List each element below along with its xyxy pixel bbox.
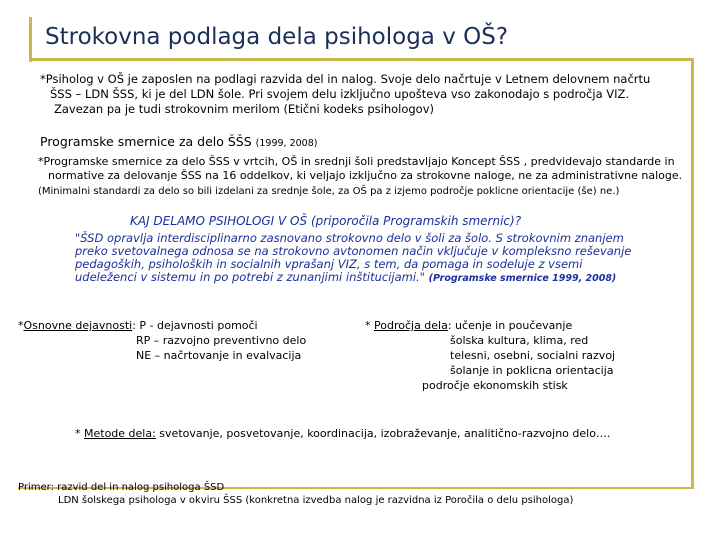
example-line-2-note: (konkretna izvedba nalog je razvidna iz Poročila o delu psihologa) [245, 495, 574, 506]
intro-line-2: ŠSS – LDN ŠSS, ki je del LDN šole. Pri svojem delu izključno upošteva vso zakonodajo s področja VIZ. [50, 87, 630, 101]
basic-activities [18, 318, 306, 363]
example-line-2 [18, 494, 573, 507]
work-areas-prefix: * [365, 319, 374, 332]
work-methods-label: Metode dela: [84, 427, 156, 440]
guidelines-heading [40, 134, 317, 149]
guidelines-heading-years: (1999, 2008) [255, 138, 318, 149]
work-areas-first-line [365, 318, 615, 333]
work-areas-first: : učenje in poučevanje [447, 319, 573, 332]
what-we-do-quote [75, 232, 640, 285]
minimal-standards-note: (Minimalni standardi za delo so bili izdelani za srednje šole, za OŠ pa z izjemo področje poklicne orientacije (še) ne.) [38, 186, 620, 197]
intro-line-3: Zavezan pa je tudi strokovnim merilom (Etični kodeks psihologov) [54, 102, 434, 116]
quote-reference: (Programske smernice 1999, 2008) [428, 273, 617, 284]
guidelines-line-2: normative za delovanje ŠSS na 16 oddelkov, ki veljajo izključno za strokovne naloge, ne za administrativne naloge. [48, 169, 683, 182]
basic-activities-first-line [18, 318, 306, 333]
frame-top-rule [29, 58, 694, 61]
basic-activities-first: : P - dejavnosti pomoči [132, 319, 258, 332]
example-line-2-main: LDN šolskega psihologa v okviru ŠSS [58, 495, 246, 506]
frame-right-line [691, 58, 694, 488]
guidelines-line-1: *Programske smernice za delo ŠSS v vrtcih, OŠ in srednji šoli predstavljajo Koncept ŠSS , predvidevajo standarde in [38, 155, 675, 168]
guidelines-paragraph [38, 155, 682, 183]
intro-paragraph [40, 72, 650, 117]
work-areas [365, 318, 615, 393]
basic-activities-label: Osnovne dejavnosti [23, 319, 133, 332]
basic-activities-item: NE – načrtovanje in evalvacija [136, 349, 302, 362]
work-areas-item: šolanje in poklicna orientacija [450, 364, 614, 377]
what-we-do-heading: KAJ DELAMO PSIHOLOGI V OŠ (priporočila Programskih smernic)? [130, 214, 522, 228]
frame-left-line [29, 17, 32, 62]
work-areas-label: Področja dela [374, 319, 448, 332]
work-areas-item: telesni, osebni, socialni razvoj [450, 349, 616, 362]
example-line-1: Primer: razvid del in nalog psihologa ŠSD [18, 482, 225, 493]
page-title: Strokovna podlaga dela psihologa v OŠ? [45, 24, 509, 50]
work-methods-text: svetovanje, posvetovanje, koordinacija, izobraževanje, analitično-razvojno delo…. [155, 427, 611, 440]
work-methods-prefix: * [75, 427, 84, 440]
guidelines-heading-text: Programske smernice za delo ŠŠS [40, 134, 252, 149]
work-areas-item: področje ekonomskih stisk [422, 379, 568, 392]
work-methods [75, 427, 610, 440]
intro-line-1: *Psiholog v OŠ je zaposlen na podlagi razvida del in nalog. Svoje delo načrtuje v Letnem delovnem načrtu [40, 72, 651, 86]
work-areas-item: šolska kultura, klima, red [450, 334, 589, 347]
basic-activities-prefix: * [18, 319, 24, 332]
quote-text: "ŠSD opravlja interdisciplinarno zasnovano strokovno delo v šoli za šolo. S strokovnim znanjem preko svetovalnega odnosa se na strokovno avtonomen način vključuje v kompleksno reševanje pedagoških, psiholoških in socialnih vprašanj VIZ, s tem, da pomaga in sodeluje z vsemi udeleženci v sistemu in po potrebi z zunanjimi inštitucijami." [75, 231, 632, 284]
basic-activities-item: RP – razvojno preventivno delo [136, 334, 307, 347]
example-note [18, 481, 573, 507]
